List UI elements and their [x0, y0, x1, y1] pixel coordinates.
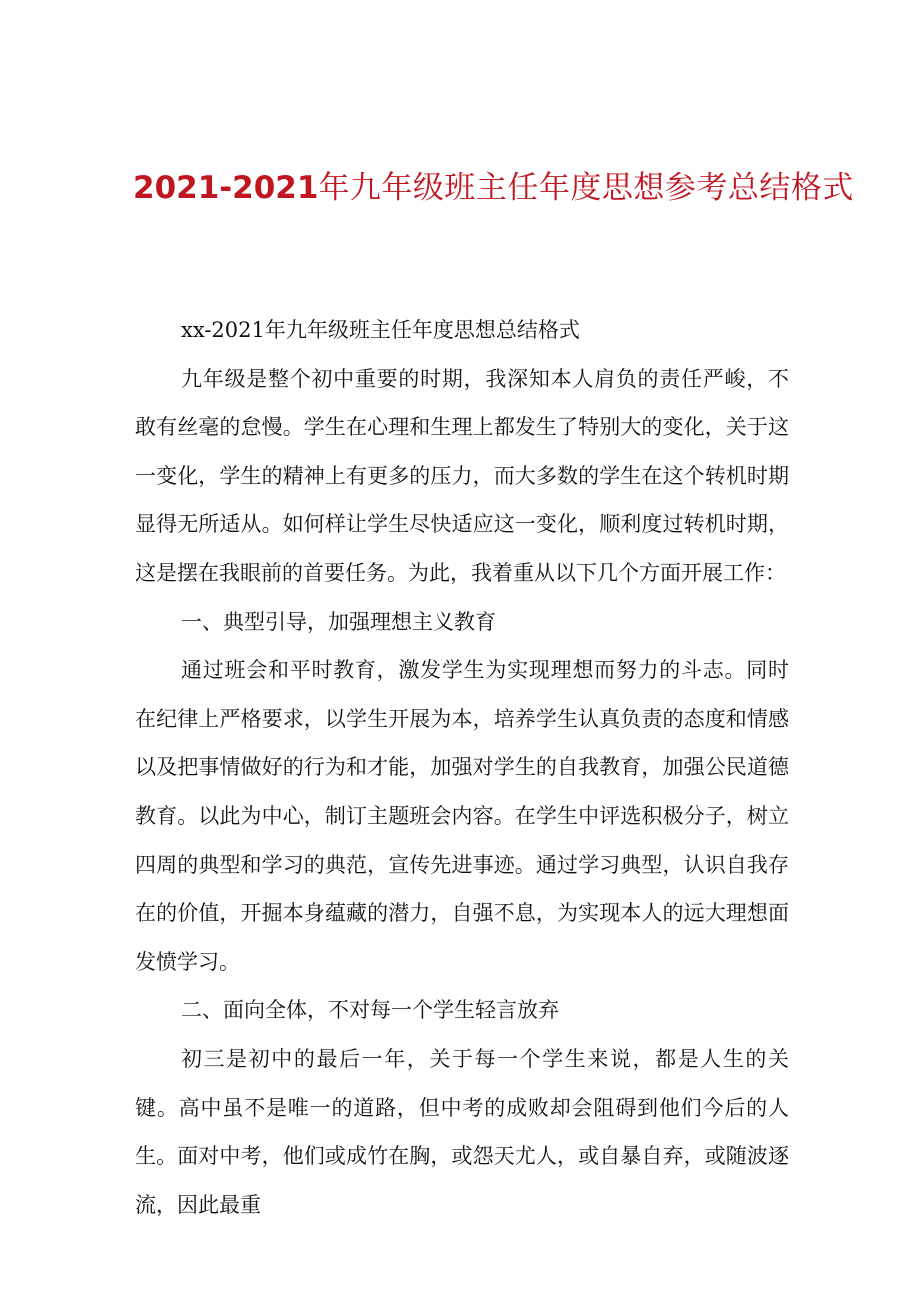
- title-text: 年九年级班主任年度思想参考总结格式: [318, 170, 854, 206]
- intro-paragraph: 九年级是整个初中重要的时期，我深知本人肩负的责任严峻，不敢有丝毫的怠慢。学生在心理和生理上都发生了特别大的变化，关于这一变化，学生的精神上有更多的压力，而大多数的学生在这个转机时期显得无所适从。如何样让学生尽快适应这一变化，顺利度过转机时期，这是摆在我眼前的首要任务。为此，我着重从以下几个方面开展工作：: [135, 366, 789, 585]
- document-title: [133, 166, 854, 210]
- section-1-paragraph: 通过班会和平时教育，激发学生为实现理想而努力的斗志。同时在纪律上严格要求，以学生开展为本，培养学生认真负责的态度和情感以及把事情做好的行为和才能，加强对学生的自我教育，加强公民道德教育。以此为中心，制订主题班会内容。在学生中评选积极分子，树立四周的典型和学习的典范，宣传先进事迹。通过学习典型，认识自我存在的价值，开掘本身蕴藏的潜力，自强不息，为实现本人的远大理想面发愤学习。: [135, 658, 789, 974]
- section-2-paragraph: 初三是初中的最后一年，关于每一个学生来说，都是人生的关键。高中虽不是唯一的道路，但中考的成败却会阻碍到他们今后的人生。面对中考，他们或成竹在胸，或怨天尤人，或自暴自弃，或随波逐流，因此最重: [135, 1046, 789, 1217]
- section-heading-1: 一、典型引导，加强理想主义教育: [181, 609, 496, 634]
- document-body: [135, 306, 789, 1229]
- section-heading-2: 二、面向全体，不对每一个学生轻言放弃: [181, 998, 559, 1023]
- title-year-range: 2021-2021: [133, 170, 319, 206]
- subtitle-paragraph: xx-2021年九年级班主任年度思想总结格式: [181, 318, 580, 342]
